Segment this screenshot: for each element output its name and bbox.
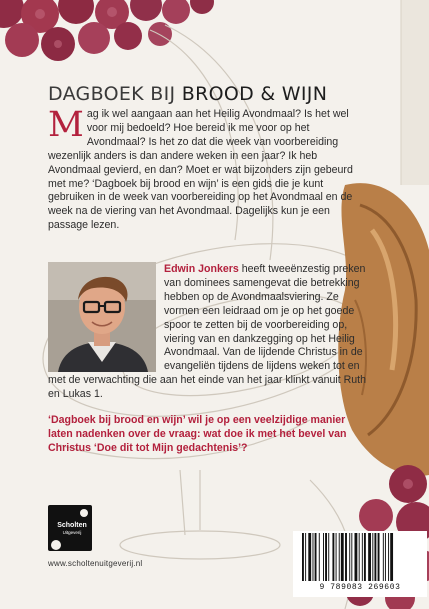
book-title: DAGBOEK BIJ BROOD & WIJN bbox=[48, 83, 328, 105]
drop-cap: M bbox=[48, 105, 84, 145]
logo-subtitle: Uitgeverij bbox=[62, 530, 82, 535]
barcode-bars bbox=[302, 533, 418, 581]
grapes-top-left-icon bbox=[0, 0, 214, 61]
highlight-quote: ‘Dagboek bij brood en wijn’ wil je op een veelzijdige manier laten nadenken over de vraag: wat doe ik met het bevel van Christus ‘Doe dit tot Mijn gedachtenis’? bbox=[48, 414, 347, 454]
page-edge bbox=[401, 0, 429, 185]
logo-name: Scholten bbox=[57, 522, 87, 529]
intro-text: Mag ik wel aangaan aan het Heilig Avondmaal? Is het wel voor mij bedoeld? Hoe bereid ik me voor op het Avondmaal? Is het zo dat die week van voorbereiding wezenlijk anders is dan andere weken in een jaar? Ik heb Avondmaal gevierd, en dan? Moet er wat bijzonders zijn gebeurd met me? ‘Dagboek bij brood en wijn’ is een gids die je kunt gebruiken in de week van voorbereiding op het Avondmaal en de week na de viering van het Avondmaal. Dagelijks kun je een passage lezen. bbox=[48, 105, 353, 232]
barcode bbox=[293, 531, 427, 597]
publisher-logo bbox=[48, 505, 92, 551]
author-name: Edwin Jonkers bbox=[164, 263, 239, 275]
publisher-website: www.scholtenuitgeverij.nl bbox=[48, 559, 143, 568]
author-bio: Edwin Jonkers heeft tweeënzestig preken van dominees samengevat die betrekking hebben op de Avondmaalsviering. Ze vormen een leidraad om je op het goede spoor te zetten bij de voorbereiding op, viering van en dankzegging op het Heilig Avondmaal. Van de lijdende Christus in de evangeliën tijdens de lijdens weken tot en met de verwachting die aan het einde van het jaar klinkt vanuit Ruth en Lukas 1. bbox=[48, 263, 367, 401]
isbn-number: 9 789083 269603 bbox=[319, 583, 401, 592]
